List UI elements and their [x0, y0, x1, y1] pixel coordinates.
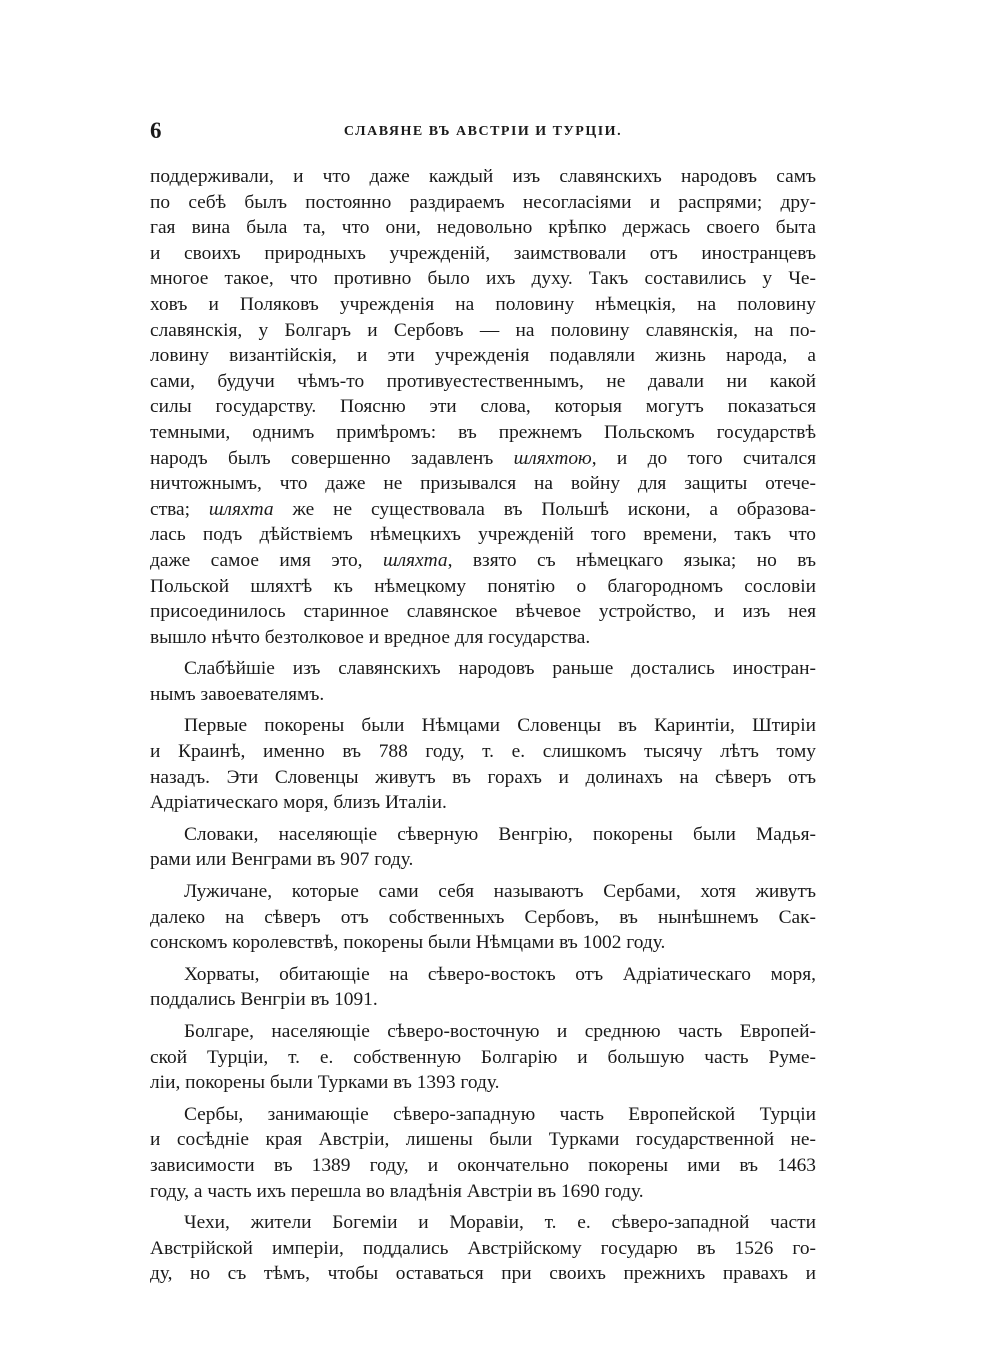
text-line: году, а часть ихъ перешла во владѣнія Австріи въ 1690 году. — [150, 1180, 644, 1202]
text-line: поддались Венгріи въ 1091. — [150, 989, 378, 1011]
paragraph — [150, 713, 816, 815]
text-line: сонскомъ королевствѣ, покорены были Нѣмцами въ 1002 году. — [150, 932, 666, 954]
book-page — [150, 118, 816, 1293]
italic-word: шляхта — [208, 498, 274, 520]
paragraph — [150, 822, 816, 873]
text-line: темными, однимъ примѣромъ: въ прежнемъ Польскомъ государствѣ — [150, 421, 816, 443]
paragraph — [150, 164, 816, 650]
text-line: Польской шляхтѣ къ нѣмецкому понятію о благородномъ сословіи — [150, 575, 816, 597]
text-line: зависимости въ 1389 году, и окончательно покорены ими въ 1463 — [150, 1154, 816, 1176]
text-line: ской Турціи, т. е. собственную Болгарію и большую часть Руме- — [150, 1046, 816, 1068]
text-line: и Краинѣ, именно въ 788 году, т. е. слишкомъ тысячу лѣтъ тому — [150, 741, 816, 763]
text-line: ства; шляхта же не существовала въ Польшѣ искони, а образова- — [150, 498, 816, 520]
paragraph — [150, 1210, 816, 1287]
text-line: Первые покорены были Нѣмцами Словенцы въ Каринтіи, Штиріи — [184, 715, 816, 737]
running-head — [150, 118, 816, 152]
text-line: Хорваты, обитающіе на сѣверо-востокъ отъ Адріатическаго моря, — [184, 963, 816, 985]
text-line: ду, но съ тѣмъ, чтобы оставаться при своихъ прежнихъ правахъ и — [150, 1263, 816, 1285]
text-line: и своихъ природныхъ учрежденій, заимствовали отъ иностранцевъ — [150, 242, 816, 264]
body-text — [150, 164, 816, 1287]
text-line: ловину византійскія, и эти учрежденія подавляли жизнь народа, а — [150, 345, 816, 367]
text-line: Слабѣйшіе изъ славянскихъ народовъ раньше достались иностран- — [184, 658, 816, 680]
text-line: Сербы, занимающіе сѣверо-западную часть Европейской Турціи — [184, 1103, 816, 1125]
text-line: вышло нѣчто безтолковое и вредное для государства. — [150, 626, 591, 648]
paragraph — [150, 879, 816, 956]
text-line: Австрійской имперіи, поддались Австрійскому государю въ 1526 го- — [150, 1237, 816, 1259]
text-line: многое такое, что противно было ихъ духу. Такъ составились у Че- — [150, 268, 816, 290]
paragraph — [150, 656, 816, 707]
text-line: поддерживали, и что даже каждый изъ славянскихъ народовъ самъ — [150, 166, 816, 187]
text-line: ліи, покорены были Турками въ 1393 году. — [150, 1072, 500, 1094]
text-line: ничтожнымъ, что даже не призывался на войну для защиты отече- — [150, 473, 816, 495]
text-line: по себѣ былъ постоянно раздираемъ несогласіями и распрями; дру- — [150, 191, 816, 213]
text-line: народъ былъ совершенно задавленъ шляхтою, и до того считался — [150, 447, 816, 469]
running-title: СЛАВЯНЕ ВЪ АВСТРІИ И ТУРЦІИ. — [343, 124, 623, 139]
text-line: даже самое имя это, шляхта, взято съ нѣмецкаго языка; но въ — [150, 549, 816, 571]
text-line: рами или Венграми въ 907 году. — [150, 849, 414, 871]
text-line: Чехи, жители Богеміи и Моравіи, т. е. сѣверо-западной части — [184, 1212, 816, 1234]
text-line: Болгаре, населяющіе сѣверо-восточную и среднюю часть Европей- — [184, 1021, 816, 1042]
text-line: сами, будучи чѣмъ-то противуестественнымъ, не давали ни какой — [150, 370, 816, 392]
text-line: ховъ и Поляковъ учрежденія на половину нѣмецкія, на половину — [150, 293, 816, 315]
text-line: лась подъ дѣйствіемъ нѣмецкихъ учрежденій того времени, такъ что — [150, 524, 816, 546]
text-line: нымъ завоевателямъ. — [150, 683, 325, 705]
text-line: силы государству. Поясню эти слова, которыя могутъ показаться — [150, 396, 816, 418]
paragraph — [150, 1102, 816, 1204]
text-line: назадъ. Эти Словенцы живутъ въ горахъ и долинахъ на сѣверъ отъ — [150, 766, 816, 788]
italic-word: шляхта — [382, 549, 448, 571]
text-line: Адріатическаго моря, близъ Италіи. — [150, 792, 447, 814]
text-line: далеко на сѣверъ отъ собственныхъ Сербовъ, въ нынѣшнемъ Сак- — [150, 906, 816, 928]
text-line: Лужичане, которые сами себя называютъ Сербами, хотя живутъ — [184, 881, 816, 903]
paragraph — [150, 1019, 816, 1096]
italic-word: шляхтою — [513, 447, 592, 469]
text-line: гая вина была та, что они, недовольно крѣпко держась своего быта — [150, 217, 816, 239]
text-line: и сосѣдніе края Австріи, лишены были Турками государственной не- — [150, 1129, 816, 1151]
text-line: Словаки, населяющіе сѣверную Венгрію, покорены были Мадья- — [184, 823, 816, 845]
text-line: славянскія, у Болгаръ и Сербовъ — на половину славянскія, на по- — [150, 319, 816, 341]
paragraph — [150, 962, 816, 1013]
text-line: присоединилось старинное славянское вѣчевое устройство, и изъ нея — [150, 601, 816, 623]
page-number: 6 — [150, 118, 162, 143]
